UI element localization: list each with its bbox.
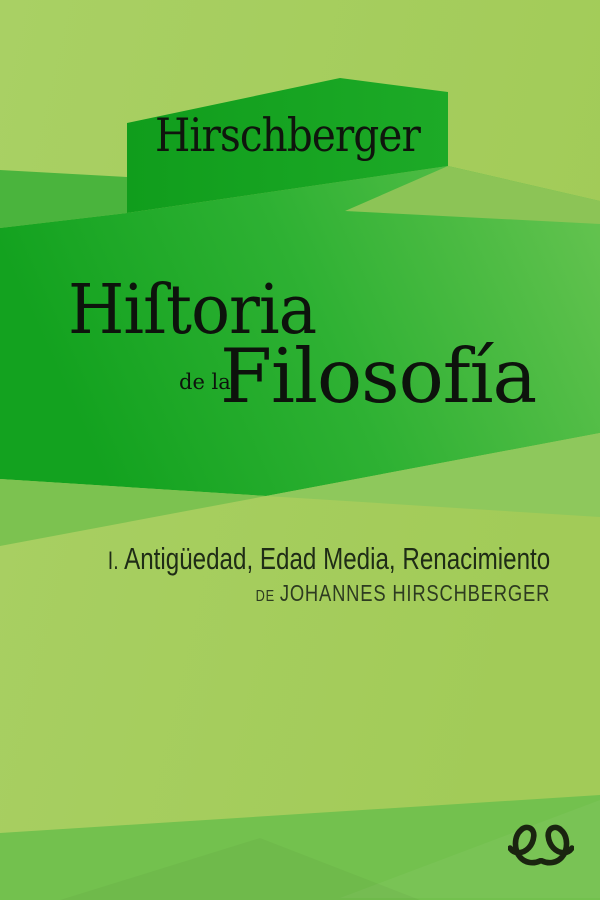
author-name: JOHANNES HIRSCHBERGER (279, 580, 550, 606)
author-line (255, 581, 550, 609)
author-prefix: DE (255, 588, 275, 605)
volume-numeral: I. (107, 547, 119, 575)
epublibre-mark-icon (508, 820, 574, 869)
logo-right-glyph (542, 827, 572, 862)
subtitle-line (108, 541, 550, 579)
logo-left-glyph (510, 827, 540, 862)
title-word-1: Hiſtoria (68, 271, 317, 350)
title-word-2: Filosofía (220, 332, 537, 420)
banner-title: Hirschberger (154, 108, 420, 162)
title-connector: de la (179, 370, 231, 394)
subtitle-text: Antigüedad, Edad Media, Renacimiento (123, 541, 550, 576)
